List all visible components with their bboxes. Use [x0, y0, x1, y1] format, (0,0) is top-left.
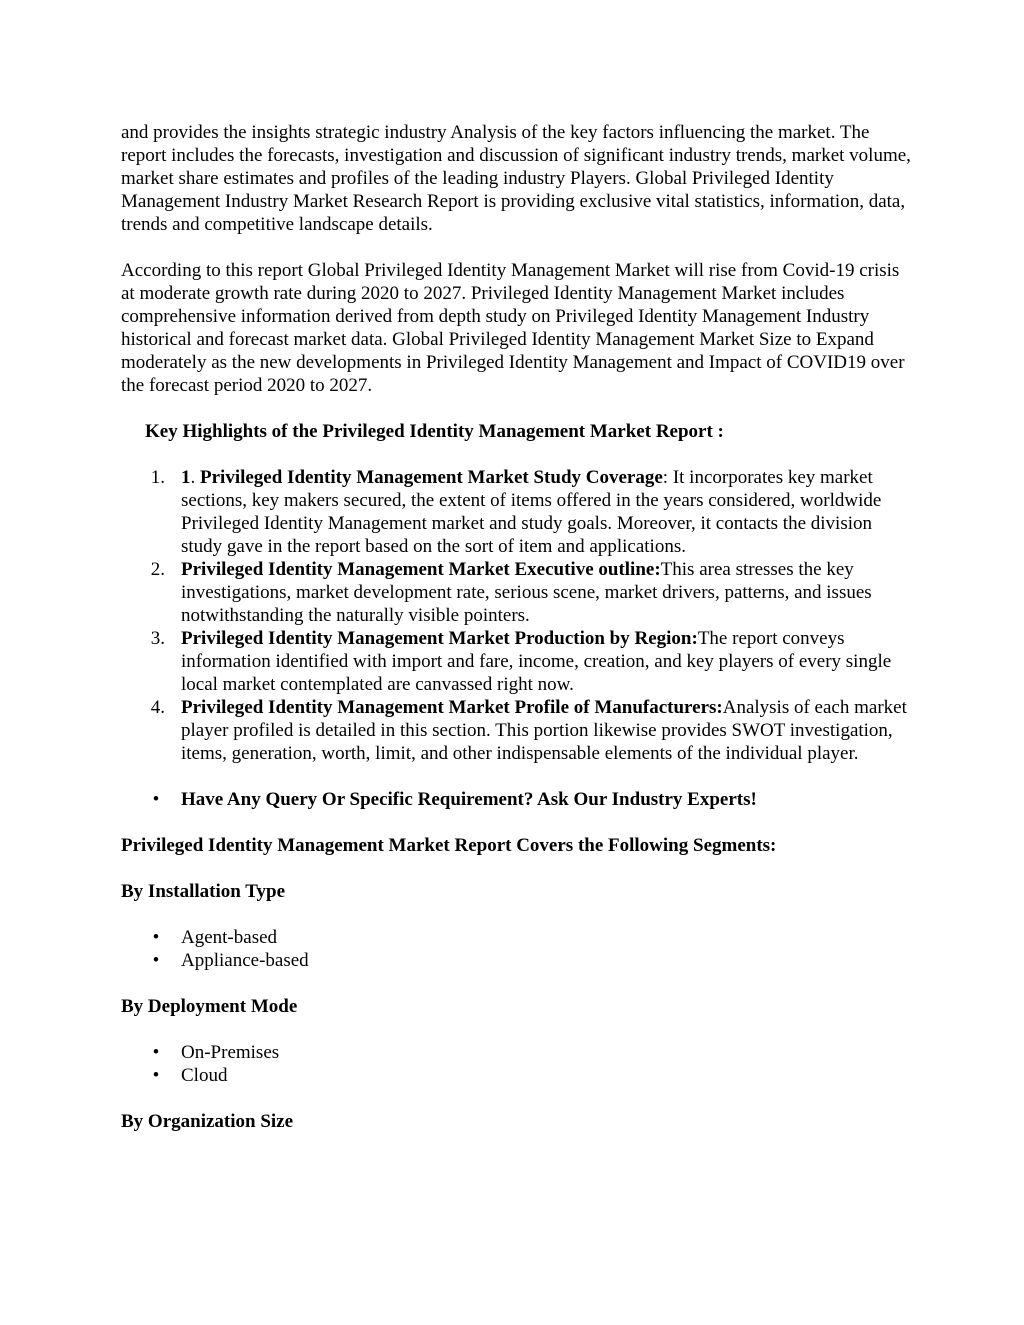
- item-title: Privileged Identity Management Market Profile of Manufacturers:: [181, 697, 723, 718]
- list-item: [121, 1041, 911, 1064]
- list-item: [121, 696, 911, 765]
- list-number: 1.: [150, 467, 165, 488]
- item-text: Analysis of each market player profiled is detailed in this section. This portion likewise provides SWOT investigation, items, generation, worth, limit, and other indispensable elements of the individual player.: [181, 697, 907, 764]
- item-text: The report conveys information identified with import and fare, income, creation, and key players of every single local market contemplated are canvassed right now.: [181, 628, 892, 695]
- list-item: [121, 949, 911, 972]
- list-item: [121, 627, 911, 696]
- list-item: [121, 926, 911, 949]
- segments-heading: Privileged Identity Management Market Report Covers the Following Segments:: [121, 835, 777, 856]
- document-page: [121, 121, 911, 1156]
- deployment-list: [121, 1041, 911, 1087]
- highlights-list: [121, 466, 911, 765]
- item-text: Appliance-based: [181, 950, 309, 971]
- item-text: On-Premises: [181, 1042, 280, 1063]
- intro-paragraph: and provides the insights strategic industry Analysis of the key factors influencing the market. The report includes the forecasts, investigation and discussion of significant industry trends, market volume, market share estimates and profiles of the leading industry Players. Global Privileged Identity Management Industry Market Research Report is providing exclusive vital statistics, information, data, trends and competitive landscape details.: [121, 122, 911, 235]
- key-highlights-heading: Key Highlights of the Privileged Identity Management Market Report :: [145, 421, 724, 442]
- list-item: [121, 466, 911, 558]
- deployment-heading: By Deployment Mode: [121, 996, 298, 1017]
- bullet-icon: •: [152, 950, 160, 971]
- bullet-icon: •: [152, 1042, 160, 1063]
- organization-heading: By Organization Size: [121, 1111, 294, 1132]
- installation-heading: By Installation Type: [121, 881, 286, 902]
- list-item: [121, 1064, 911, 1087]
- item-separator: .: [190, 467, 200, 488]
- query-list: [121, 788, 911, 811]
- bullet-icon: •: [152, 1065, 160, 1086]
- list-number: 3.: [150, 628, 165, 649]
- list-number: 4.: [150, 697, 165, 718]
- list-number: 2.: [150, 559, 165, 580]
- item-title: Privileged Identity Management Market Production by Region:: [181, 628, 698, 649]
- covid-paragraph: According to this report Global Privileged Identity Management Market will rise from Covid-19 crisis at moderate growth rate during 2020 to 2027. Privileged Identity Management Market includes comprehensive information derived from depth study on Privileged Identity Management Industry historical and forecast market data. Global Privileged Identity Management Market Size to Expand moderately as the new developments in Privileged Identity Management and Impact of COVID19 over the forecast period 2020 to 2027.: [121, 260, 905, 396]
- query-link[interactable]: Have Any Query Or Specific Requirement? Ask Our Industry Experts!: [181, 789, 757, 810]
- item-text: Agent-based: [181, 927, 278, 948]
- item-text: This area stresses the key investigations, market development rate, serious scene, market drivers, patterns, and issues notwithstanding the naturally visible pointers.: [181, 559, 872, 626]
- item-title: Privileged Identity Management Market Study Coverage: [200, 467, 663, 488]
- list-item: [121, 788, 911, 811]
- bullet-icon: •: [152, 789, 160, 810]
- item-text: : It incorporates key market sections, key makers secured, the extent of items offered in the years considered, worldwide Privileged Identity Management market and study goals. Moreover, it contacts the division study gave in the report based on the sort of item and applications.: [181, 467, 882, 557]
- bullet-icon: •: [152, 927, 160, 948]
- installation-list: [121, 926, 911, 972]
- item-prefix: 1: [181, 467, 191, 488]
- item-text: Cloud: [181, 1065, 228, 1086]
- list-item: [121, 558, 911, 627]
- item-title: Privileged Identity Management Market Executive outline:: [181, 559, 661, 580]
